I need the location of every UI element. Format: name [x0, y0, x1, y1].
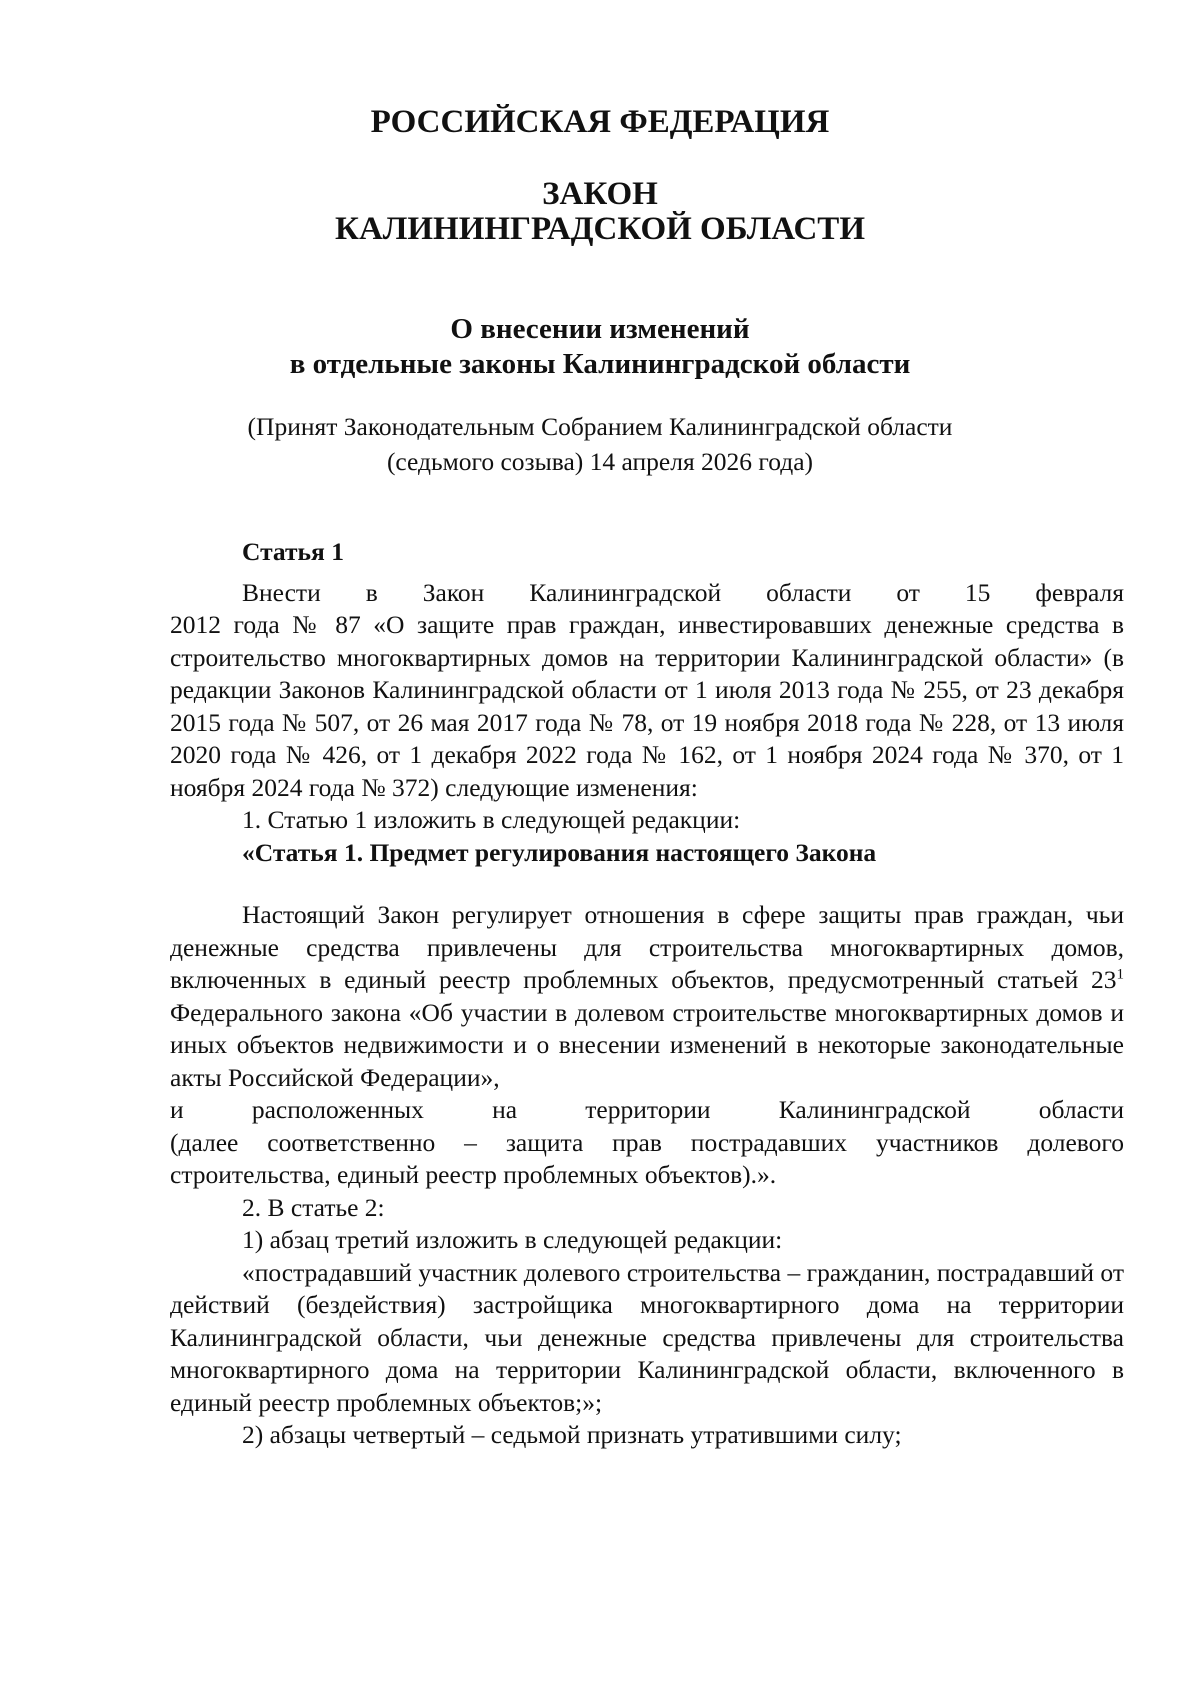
adoption-line1: (Принят Законодательным Собранием Калининградской области: [247, 412, 953, 441]
law-title-line1: О внесении изменений: [450, 313, 750, 345]
subject-paragraph-line-c: и расположенных на территории Калининградской области: [170, 1095, 1124, 1124]
country-heading: РОССИЙСКАЯ ФЕДЕРАЦИЯ: [370, 104, 830, 140]
adoption-line2: (седьмого созыва) 14 апреля 2026 года): [386, 447, 814, 476]
subject-paragraph-part-b: Федерального закона «Об участии в долевом строительстве многоквартирных домов и иных объектов недвижимости и о внесении изменений в некоторые законодательные акты Российской Федерации»,: [170, 997, 1124, 1092]
region-heading: КАЛИНИНГРАДСКОЙ ОБЛАСТИ: [335, 211, 865, 247]
quoted-article-heading: «Статья 1. Предмет регулирования настоящего Закона: [242, 837, 877, 867]
item-2: 2. В статье 2:: [242, 1192, 385, 1222]
doc-type-heading: ЗАКОН: [542, 176, 658, 212]
subject-paragraph-line-d: (далее соответственно – защита прав пострадавших участников долевого строительства, единый реестр проблемных объектов).».: [170, 1127, 1124, 1189]
article-intro-rest: 2012 года № 87 «О защите прав граждан, инвестировавших денежные средства в строительство многоквартирных домов на территории Калининградской области» (в редакции Законов Калининградской области от 1 июля 2013 года № 255, от 23 декабря 2015 года № 507, от 26 мая 2017 года № 78, от 19 ноября 2018 года № 228, от 13 июля 2020 года № 426, от 1 декабря 2022 года № 162, от 1 ноября 2024 года № 370, от 1 ноября 2024 года № 372) следующие изменения:: [170, 610, 1124, 802]
subject-paragraph: [170, 899, 1124, 1094]
sub-item-2: 2) абзацы четвертый – седьмой признать утратившими силу;: [242, 1420, 902, 1449]
sub-item-1: 1) абзац третий изложить в следующей редакции:: [242, 1225, 783, 1254]
subject-paragraph-part-a: Настоящий Закон регулирует отношения в сфере защиты прав граждан, чьи денежные средства привлечены для строительства многоквартирных домов, включенных в единый реестр проблемных объектов, предусмотренный статьей 23: [170, 900, 1124, 994]
article-intro-first-line: Внести в Закон Калининградской области от 15 февраля: [242, 577, 1124, 607]
superscript-1: 1: [1116, 966, 1124, 983]
law-title-line2: в отдельные законы Калининградской области: [289, 348, 911, 380]
article-heading: Статья 1: [242, 537, 344, 566]
item-1: 1. Статью 1 изложить в следующей редакции:: [242, 805, 741, 834]
definition-quote: «пострадавший участник долевого строительства – гражданин, пострадавший от действий (бездействия) застройщика многоквартирного дома на территории Калининградской области, чьи денежные средства привлечены для строительства многоквартирного дома на территории Калининградской области, включенного в единый реестр проблемных объектов;»;: [170, 1257, 1124, 1417]
article-body: [170, 537, 1124, 1452]
